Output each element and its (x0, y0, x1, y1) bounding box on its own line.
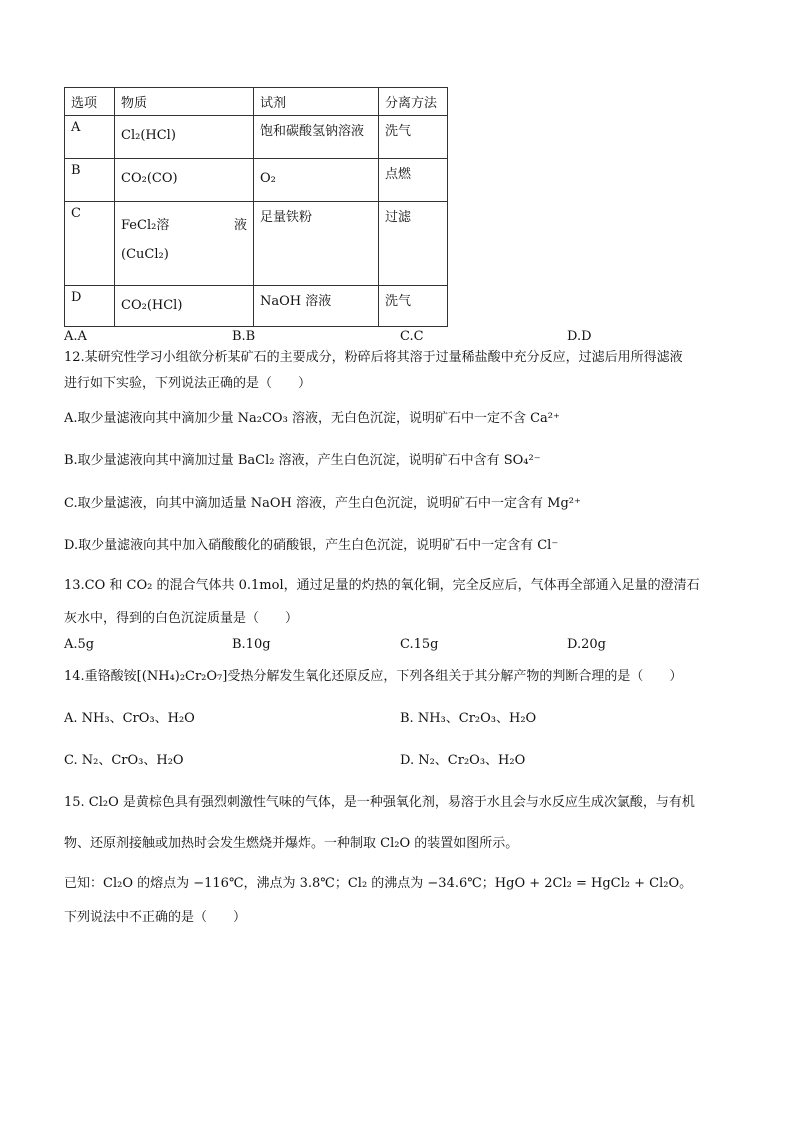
header-option: 选项 (65, 88, 115, 116)
q12-option-b[interactable]: B.取少量滤液向其中滴加过量 BaCl₂ 溶液，产生白色沉淀，说明矿石中含有 SO₄²⁻ (64, 453, 541, 468)
q15-line2: 物、还原剂接触或加热时会发生燃烧并爆炸。一种制取 Cl₂O 的装置如图所示。 (64, 836, 519, 851)
row-reagent: 饱和碳酸氢钠溶液 (254, 116, 379, 159)
row-reagent: NaOH 溶液 (254, 286, 379, 327)
table-row (65, 116, 448, 159)
q13-stem-line2: 灰水中，得到的白色沉淀质量是（ ） (64, 611, 299, 626)
q15-line3: 已知：Cl₂O 的熔点为 −116℃，沸点为 3.8℃；Cl₂ 的沸点为 −34.6℃；HgO + 2Cl₂ = HgCl₂ + Cl₂O。 (64, 876, 693, 891)
q14-option-c[interactable]: C. N₂、CrO₃、H₂O (64, 753, 184, 768)
q14-stem: 14.重铬酸铵[(NH₄)₂Cr₂O₇]受热分解发生氧化还原反应，下列各组关于其分解产物的判断合理的是（ ） (64, 669, 683, 684)
table-row (65, 159, 448, 202)
header-method: 分离方法 (379, 88, 448, 116)
table-row (65, 202, 448, 286)
q11-choice-c[interactable]: C.C (400, 329, 424, 344)
q13-choice-b[interactable]: B.10g (232, 637, 271, 652)
substance-part-right: 液 (233, 218, 247, 233)
q15-line1: 15. Cl₂O 是黄棕色具有强烈刺激性气味的气体，是一种强氧化剂，易溶于水且会与水反应生成次氯酸，与有机 (64, 795, 695, 810)
options-table (64, 87, 448, 327)
q12-option-a[interactable]: A.取少量滤液向其中滴加少量 Na₂CO₃ 溶液，无白色沉淀，说明矿石中一定不含 Ca²⁺ (64, 411, 560, 426)
row-substance: CO₂(CO) (115, 159, 254, 202)
row-method: 洗气 (379, 116, 448, 159)
q13-choice-c[interactable]: C.15g (400, 637, 439, 652)
row-method: 过滤 (379, 202, 448, 286)
q15-line4: 下列说法中不正确的是（ ） (64, 910, 247, 925)
row-substance: CO₂(HCl) (115, 286, 254, 327)
row-substance: Cl₂(HCl) (115, 116, 254, 159)
q12-option-d[interactable]: D.取少量滤液向其中加入硝酸酸化的硝酸银，产生白色沉淀，说明矿石中一定含有 Cl⁻ (64, 538, 559, 553)
row-method: 洗气 (379, 286, 448, 327)
header-reagent: 试剂 (254, 88, 379, 116)
q12-stem-line1: 12.某研究性学习小组欲分析某矿石的主要成分，粉碎后将其溶于过量稀盐酸中充分反应，过滤后用所得滤液 (64, 350, 683, 365)
q13-choice-d[interactable]: D.20g (567, 637, 606, 652)
q14-option-b[interactable]: B. NH₃、Cr₂O₃、H₂O (400, 711, 537, 726)
row-option: D (65, 286, 115, 327)
q14-option-a[interactable]: A. NH₃、CrO₃、H₂O (64, 711, 195, 726)
table-row (65, 286, 448, 327)
header-substance: 物质 (115, 88, 254, 116)
q11-choice-b[interactable]: B.B (232, 329, 256, 344)
q14-option-d[interactable]: D. N₂、Cr₂O₃、H₂O (400, 753, 526, 768)
row-reagent: O₂ (254, 159, 379, 202)
row-reagent: 足量铁粉 (254, 202, 379, 286)
row-option: C (65, 202, 115, 286)
q11-choice-a[interactable]: A.A (64, 329, 87, 344)
row-option: B (65, 159, 115, 202)
row-substance (115, 202, 254, 286)
q12-stem-line2: 进行如下实验，下列说法正确的是（ ） (64, 376, 312, 391)
q12-option-c[interactable]: C.取少量滤液，向其中滴加适量 NaOH 溶液，产生白色沉淀，说明矿石中一定含有 Mg²⁺ (64, 496, 581, 511)
q11-choice-d[interactable]: D.D (567, 329, 592, 344)
row-method: 点燃 (379, 159, 448, 202)
q13-choice-a[interactable]: A.5g (64, 637, 95, 652)
row-option: A (65, 116, 115, 159)
substance-part-left: FeCl₂溶 (121, 218, 170, 233)
substance-line2: (CuCl₂) (121, 247, 169, 262)
q13-stem-line1: 13.CO 和 CO₂ 的混合气体共 0.1mol，通过足量的灼热的氧化铜，完全反应后，气体再全部通入足量的澄清石 (64, 578, 700, 593)
